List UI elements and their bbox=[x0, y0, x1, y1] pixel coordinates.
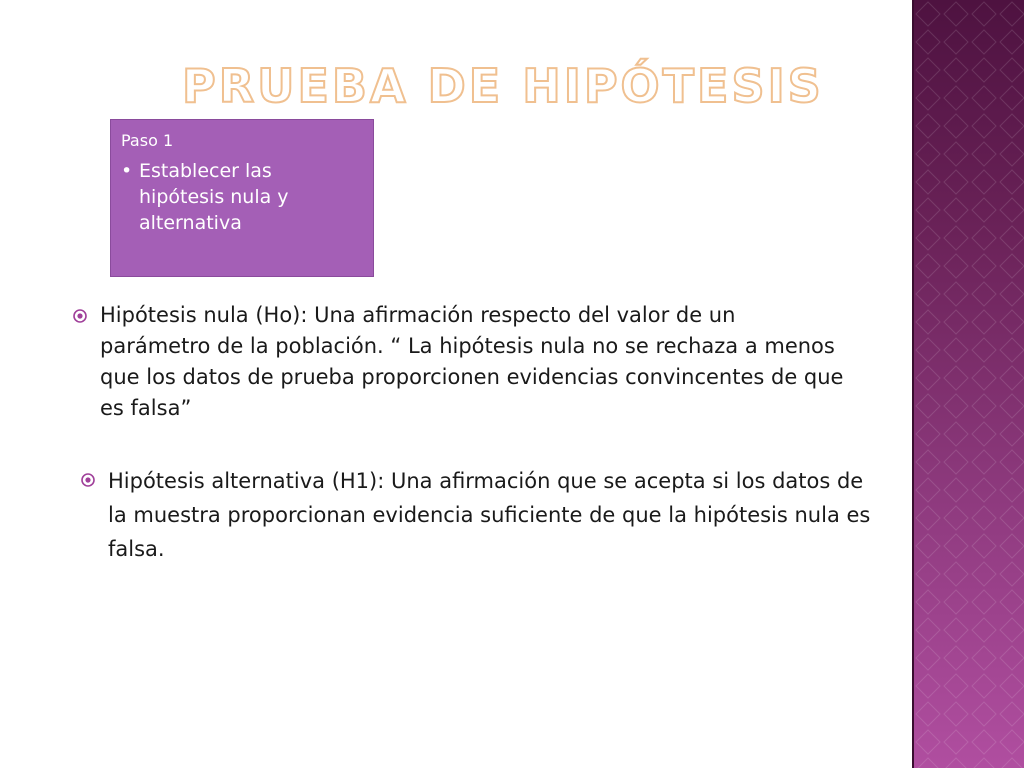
bullet-paragraph-alternative-hypothesis bbox=[78, 464, 878, 566]
step-box bbox=[110, 119, 374, 277]
bullet-dot: • bbox=[121, 160, 133, 182]
step-bullet bbox=[121, 158, 363, 236]
bullet-text: Hipótesis alternativa (H1): Una afirmación que se acepta si los datos de la muestra proporcionan evidencia suficiente de que la hipótesis nula es falsa. bbox=[108, 469, 871, 561]
bullet-text: Hipótesis nula (Ho): Una afirmación respecto del valor de un parámetro de la población. “ La hipótesis nula no se rechaza a menos que los datos de prueba proporcionen evidencias convincentes de que es falsa” bbox=[100, 303, 844, 420]
step-heading: Paso 1 bbox=[121, 131, 174, 150]
decorative-side-band bbox=[912, 0, 1024, 768]
bullet-paragraph-null-hypothesis bbox=[70, 300, 850, 424]
step-bullet-text: Establecer las hipótesis nula y alternativa bbox=[139, 160, 289, 234]
circle-dot-icon bbox=[70, 300, 100, 331]
diamond-pattern bbox=[914, 0, 1024, 768]
slide-title: PRUEBA DE HIPÓTESIS bbox=[182, 59, 824, 113]
circle-dot-icon bbox=[78, 464, 108, 495]
